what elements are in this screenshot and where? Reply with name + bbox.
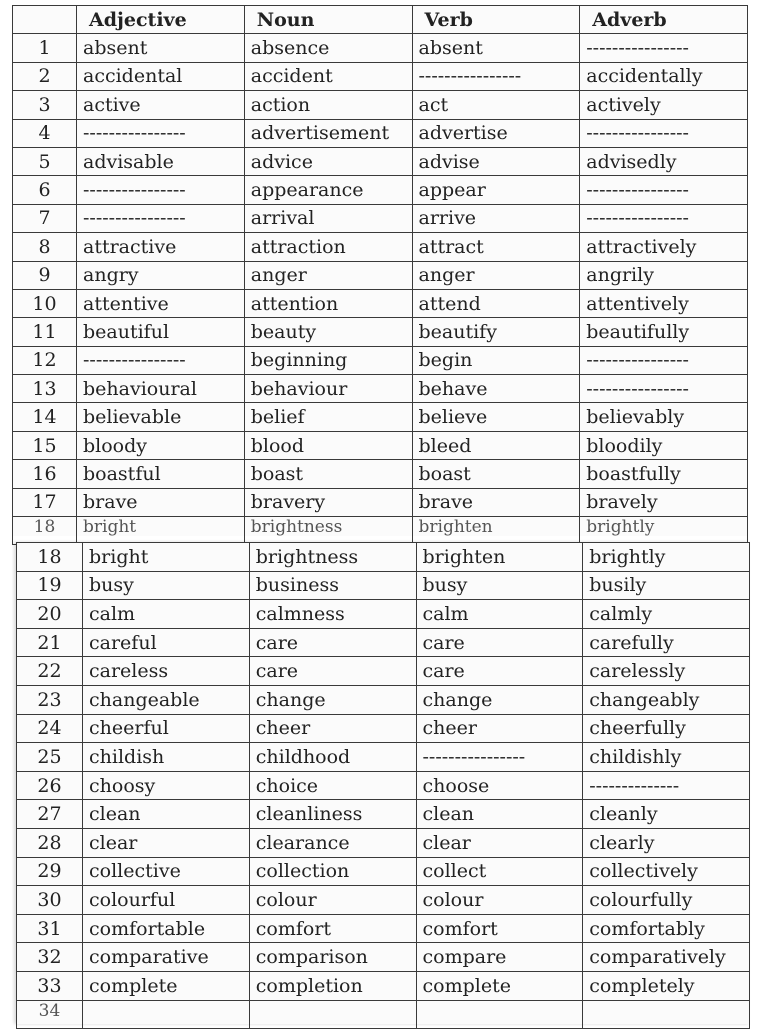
number-cell: 28 (17, 828, 83, 857)
table-row (17, 971, 750, 1000)
noun-cell: cheer (249, 714, 416, 743)
verb-cell: ---------------- (416, 743, 583, 772)
verb-cell: attract (412, 233, 580, 261)
verb-cell: advertise (412, 119, 580, 147)
adverb-cell: ---------------- (580, 34, 748, 62)
table-row (17, 771, 750, 800)
table-row (13, 233, 748, 261)
verb-cell: choose (416, 771, 583, 800)
adverb-cell (583, 1000, 750, 1029)
noun-cell: absence (244, 34, 412, 62)
adverb-cell: cheerfully (583, 714, 750, 743)
adjective-cell: behavioural (77, 375, 245, 403)
adjective-cell: collective (83, 857, 250, 886)
adjective-cell: beautiful (77, 318, 245, 346)
noun-cell: brightness (244, 517, 412, 545)
table-row (17, 657, 750, 686)
verb-cell (416, 1000, 583, 1029)
table-row (17, 800, 750, 829)
adjective-cell: ---------------- (77, 119, 245, 147)
noun-cell: clearance (249, 828, 416, 857)
verb-cell: complete (416, 971, 583, 1000)
verb-cell: care (416, 657, 583, 686)
adverb-cell: bravely (580, 488, 748, 516)
table-row (13, 318, 748, 346)
verb-cell: calm (416, 600, 583, 629)
table-row (13, 488, 748, 516)
table-top (12, 5, 748, 545)
adjective-cell: accidental (77, 62, 245, 90)
noun-cell: behaviour (244, 375, 412, 403)
adverb-cell: comparatively (583, 943, 750, 972)
table-row (13, 147, 748, 175)
noun-cell: boast (244, 460, 412, 488)
noun-cell: beauty (244, 318, 412, 346)
adverb-cell: brightly (583, 543, 750, 572)
number-cell: 16 (13, 460, 77, 488)
noun-cell: advertisement (244, 119, 412, 147)
verb-cell: arrive (412, 204, 580, 232)
verb-cell: clear (416, 828, 583, 857)
adverb-cell: collectively (583, 857, 750, 886)
word-forms-table-top (12, 5, 748, 536)
verb-cell: bleed (412, 431, 580, 459)
number-cell: 27 (17, 800, 83, 829)
number-cell: 7 (13, 204, 77, 232)
adjective-cell: bloody (77, 431, 245, 459)
noun-cell: blood (244, 431, 412, 459)
table-row (17, 828, 750, 857)
adverb-cell: advisedly (580, 147, 748, 175)
adjective-cell: childish (83, 743, 250, 772)
noun-cell: bravery (244, 488, 412, 516)
adjective-cell: bright (77, 517, 245, 545)
noun-cell: business (249, 571, 416, 600)
number-cell: 32 (17, 943, 83, 972)
adverb-cell: believably (580, 403, 748, 431)
adjective-cell: believable (77, 403, 245, 431)
number-cell: 23 (17, 685, 83, 714)
adjective-cell: careful (83, 628, 250, 657)
number-cell: 8 (13, 233, 77, 261)
adjective-cell: advisable (77, 147, 245, 175)
table-row (17, 857, 750, 886)
adjective-cell: colourful (83, 886, 250, 915)
table-row (13, 375, 748, 403)
adjective-cell: active (77, 91, 245, 119)
adjective-cell: ---------------- (77, 204, 245, 232)
adjective-cell: absent (77, 34, 245, 62)
verb-cell: anger (412, 261, 580, 289)
verb-cell: change (416, 685, 583, 714)
number-cell: 13 (13, 375, 77, 403)
adverb-cell: calmly (583, 600, 750, 629)
table-row (13, 34, 748, 62)
table-row (13, 62, 748, 90)
adverb-cell: ---------------- (580, 119, 748, 147)
adjective-cell: boastful (77, 460, 245, 488)
adverb-cell: busily (583, 571, 750, 600)
verb-cell: brighten (412, 517, 580, 545)
adjective-cell: busy (83, 571, 250, 600)
verb-cell: care (416, 628, 583, 657)
header-number (13, 6, 77, 34)
adjective-cell: complete (83, 971, 250, 1000)
verb-cell: boast (412, 460, 580, 488)
noun-cell: care (249, 628, 416, 657)
adverb-cell: accidentally (580, 62, 748, 90)
adverb-cell: childishly (583, 743, 750, 772)
table-row (17, 628, 750, 657)
number-cell: 1 (13, 34, 77, 62)
adjective-cell: clear (83, 828, 250, 857)
table-row (17, 714, 750, 743)
adjective-cell: clean (83, 800, 250, 829)
noun-cell: cleanliness (249, 800, 416, 829)
table-row (13, 289, 748, 317)
noun-cell: anger (244, 261, 412, 289)
number-cell: 20 (17, 600, 83, 629)
verb-cell: believe (412, 403, 580, 431)
verb-cell: ---------------- (412, 62, 580, 90)
verb-cell: begin (412, 346, 580, 374)
adjective-cell: ---------------- (77, 346, 245, 374)
header-adjective: Adjective (77, 6, 245, 34)
table-body-top (13, 34, 748, 545)
noun-cell: care (249, 657, 416, 686)
noun-cell: attention (244, 289, 412, 317)
noun-cell (249, 1000, 416, 1029)
number-cell: 33 (17, 971, 83, 1000)
verb-cell: brave (412, 488, 580, 516)
table-row-cut-off (13, 517, 748, 545)
number-cell: 11 (13, 318, 77, 346)
word-forms-table-bottom (16, 542, 750, 1024)
adverb-cell: ---------------- (580, 346, 748, 374)
verb-cell: absent (412, 34, 580, 62)
adverb-cell: comfortably (583, 914, 750, 943)
number-cell: 4 (13, 119, 77, 147)
number-cell: 2 (13, 62, 77, 90)
verb-cell: act (412, 91, 580, 119)
noun-cell: childhood (249, 743, 416, 772)
number-cell: 22 (17, 657, 83, 686)
adjective-cell: angry (77, 261, 245, 289)
adverb-cell: ---------------- (580, 204, 748, 232)
verb-cell: brighten (416, 543, 583, 572)
verb-cell: compare (416, 943, 583, 972)
number-cell: 34 (17, 1000, 83, 1029)
number-cell: 24 (17, 714, 83, 743)
noun-cell: accident (244, 62, 412, 90)
adverb-cell: -------------- (583, 771, 750, 800)
table-row (13, 431, 748, 459)
header-verb: Verb (412, 6, 580, 34)
number-cell: 12 (13, 346, 77, 374)
table-row (13, 204, 748, 232)
verb-cell: busy (416, 571, 583, 600)
noun-cell: choice (249, 771, 416, 800)
verb-cell: collect (416, 857, 583, 886)
number-cell: 15 (13, 431, 77, 459)
adverb-cell: ---------------- (580, 176, 748, 204)
verb-cell: cheer (416, 714, 583, 743)
number-cell: 9 (13, 261, 77, 289)
table-row (13, 346, 748, 374)
table-bottom (16, 542, 750, 1029)
adjective-cell: brave (77, 488, 245, 516)
adverb-cell: carelessly (583, 657, 750, 686)
adverb-cell: actively (580, 91, 748, 119)
adjective-cell: comparative (83, 943, 250, 972)
number-cell: 31 (17, 914, 83, 943)
adverb-cell: bloodily (580, 431, 748, 459)
table-row (17, 600, 750, 629)
noun-cell: calmness (249, 600, 416, 629)
table-row (17, 943, 750, 972)
adverb-cell: cleanly (583, 800, 750, 829)
number-cell: 25 (17, 743, 83, 772)
adjective-cell: attentive (77, 289, 245, 317)
verb-cell: appear (412, 176, 580, 204)
table-row (17, 914, 750, 943)
number-cell: 26 (17, 771, 83, 800)
adverb-cell: clearly (583, 828, 750, 857)
adverb-cell: colourfully (583, 886, 750, 915)
noun-cell: arrival (244, 204, 412, 232)
number-cell: 30 (17, 886, 83, 915)
table-row (17, 571, 750, 600)
adverb-cell: carefully (583, 628, 750, 657)
adverb-cell: attractively (580, 233, 748, 261)
verb-cell: clean (416, 800, 583, 829)
verb-cell: colour (416, 886, 583, 915)
adverb-cell: ---------------- (580, 375, 748, 403)
header-adverb: Adverb (580, 6, 748, 34)
adjective-cell: careless (83, 657, 250, 686)
number-cell: 10 (13, 289, 77, 317)
table-row (13, 119, 748, 147)
number-cell: 19 (17, 571, 83, 600)
verb-cell: advise (412, 147, 580, 175)
noun-cell: comparison (249, 943, 416, 972)
header-noun: Noun (244, 6, 412, 34)
table-row (17, 685, 750, 714)
adverb-cell: beautifully (580, 318, 748, 346)
adverb-cell: changeably (583, 685, 750, 714)
adjective-cell (83, 1000, 250, 1029)
number-cell: 29 (17, 857, 83, 886)
noun-cell: comfort (249, 914, 416, 943)
table-body-bottom (17, 543, 750, 1029)
table-row (13, 261, 748, 289)
noun-cell: colour (249, 886, 416, 915)
adjective-cell: attractive (77, 233, 245, 261)
number-cell: 3 (13, 91, 77, 119)
verb-cell: attend (412, 289, 580, 317)
table-row-cut-off (17, 1000, 750, 1029)
verb-cell: beautify (412, 318, 580, 346)
adjective-cell: calm (83, 600, 250, 629)
number-cell: 21 (17, 628, 83, 657)
noun-cell: action (244, 91, 412, 119)
noun-cell: collection (249, 857, 416, 886)
noun-cell: attraction (244, 233, 412, 261)
table-row (17, 743, 750, 772)
noun-cell: change (249, 685, 416, 714)
number-cell: 18 (13, 517, 77, 545)
adjective-cell: comfortable (83, 914, 250, 943)
adjective-cell: cheerful (83, 714, 250, 743)
table-row (13, 176, 748, 204)
number-cell: 14 (13, 403, 77, 431)
noun-cell: beginning (244, 346, 412, 374)
table-row (13, 91, 748, 119)
table-row (17, 543, 750, 572)
noun-cell: appearance (244, 176, 412, 204)
adjective-cell: ---------------- (77, 176, 245, 204)
adjective-cell: choosy (83, 771, 250, 800)
adverb-cell: completely (583, 971, 750, 1000)
adverb-cell: boastfully (580, 460, 748, 488)
adverb-cell: brightly (580, 517, 748, 545)
adjective-cell: bright (83, 543, 250, 572)
verb-cell: behave (412, 375, 580, 403)
table-row (13, 460, 748, 488)
table-row (13, 403, 748, 431)
number-cell: 5 (13, 147, 77, 175)
number-cell: 17 (13, 488, 77, 516)
header-row (13, 6, 748, 34)
verb-cell: comfort (416, 914, 583, 943)
table-row (17, 886, 750, 915)
noun-cell: advice (244, 147, 412, 175)
adverb-cell: angrily (580, 261, 748, 289)
number-cell: 6 (13, 176, 77, 204)
adjective-cell: changeable (83, 685, 250, 714)
noun-cell: completion (249, 971, 416, 1000)
noun-cell: belief (244, 403, 412, 431)
adverb-cell: attentively (580, 289, 748, 317)
number-cell: 18 (17, 543, 83, 572)
noun-cell: brightness (249, 543, 416, 572)
